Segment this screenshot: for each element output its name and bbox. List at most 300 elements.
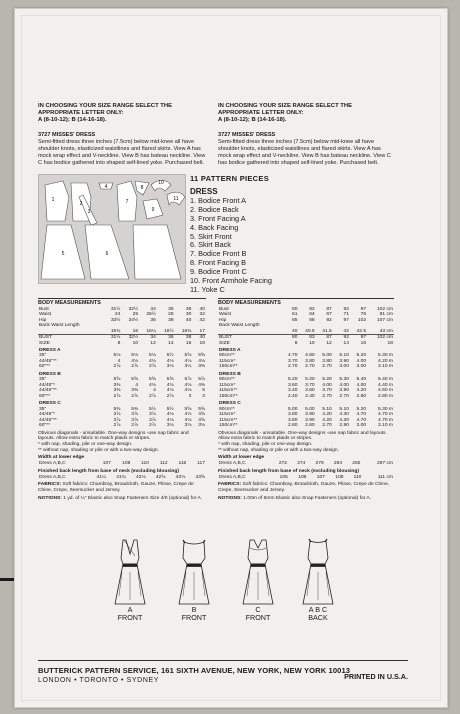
table-cell: 2.70 <box>322 423 332 429</box>
table-cell: 4⅛ <box>184 417 192 423</box>
table-row <box>38 461 206 466</box>
metric-notions <box>218 496 394 502</box>
table-cell: 102 cm <box>367 335 394 341</box>
note-diagonals: Obvious diagonals - unsuitable. One-way designs -use nap fabric and layouts. Allow extra fabric to match plaids or stripes. <box>218 430 387 442</box>
metric-length-table <box>218 475 394 480</box>
table-cell: 12 <box>326 340 332 346</box>
imperial-fabrics <box>38 482 206 493</box>
table-cell: 8 <box>117 340 121 346</box>
table-cell: Waist <box>219 312 232 318</box>
table-cell: 3.80 <box>287 417 298 423</box>
notions-label: NOTIONS: <box>218 495 242 501</box>
note-with-nap: * with nap, shading, pile or one-way design. <box>38 442 133 448</box>
table-cell: 150cm** <box>219 393 238 399</box>
table-cell: 14 <box>343 340 349 346</box>
table-cell: 108 <box>335 474 344 480</box>
table-cell: 34 <box>150 306 156 312</box>
table-row <box>38 475 206 480</box>
table-cell: 4.20 m <box>378 358 393 364</box>
table-cell: 4.60 m <box>378 388 393 394</box>
view-caption: FRONT <box>245 612 271 622</box>
table-cell: 2⅞ <box>149 393 156 399</box>
table-cell: DRESS B <box>219 371 241 377</box>
table-cell: 3⅞ <box>149 412 156 418</box>
table-cell: 274 <box>297 461 306 467</box>
table-cell: 40 <box>185 317 192 323</box>
table-cell: 3.90 <box>339 358 349 364</box>
metric-fabric-notes <box>218 431 394 454</box>
table-cell: 71 <box>343 312 349 318</box>
imperial-yardage-chart <box>38 298 206 501</box>
table-cell: 5⅞ <box>184 377 192 383</box>
piece-number-7: 7 <box>125 199 129 205</box>
size-heading-ranges: A (8-10-12); B (14-16-18). <box>38 117 107 124</box>
table-cell: DRESS B <box>39 371 61 377</box>
table-cell: 36 <box>157 335 175 341</box>
table-cell: 5⅝ <box>149 377 156 383</box>
table-cell <box>121 399 139 406</box>
table-cell: Bust <box>219 306 229 312</box>
yardage-row <box>218 423 394 428</box>
piece-number-5: 5 <box>61 251 65 257</box>
table-cell: 5½ <box>166 353 174 359</box>
piece-item: 2. Bodice Back <box>190 204 239 214</box>
table-cell: 150cm** <box>219 364 238 370</box>
table-cell: 5⅝ <box>184 406 192 412</box>
table-cell: 16½ <box>164 328 174 334</box>
table-cell: 4.70 m <box>378 412 393 418</box>
table-cell: 2⅞ <box>113 423 121 429</box>
table-cell: 16¾ <box>181 328 192 334</box>
edge-mark <box>0 578 14 581</box>
table-cell <box>281 399 298 406</box>
table-cell: Dress A,B,C <box>219 461 246 467</box>
table-cell: 115cm** <box>219 388 238 394</box>
table-cell: 36 <box>168 306 174 312</box>
imperial-width-table <box>38 461 206 466</box>
table-cell: 40 <box>199 306 205 312</box>
piece-number-3: 3 <box>87 209 91 215</box>
table-cell: 3.80 <box>287 412 298 418</box>
table-cell: 16 <box>132 328 139 334</box>
table-cell: 14 <box>168 340 174 346</box>
metric-width-title: Width at lower edge <box>218 455 265 461</box>
table-cell: 4⅝ <box>198 412 205 418</box>
table-cell: 5.30 <box>339 377 349 383</box>
table-cell: 4.00 <box>339 382 349 388</box>
table-cell: Dress A,B,C <box>39 474 66 480</box>
table-cell: 12 <box>150 340 156 346</box>
table-cell: Hip <box>219 317 227 323</box>
table-cell: 105 <box>279 474 288 480</box>
table-cell: 5.30 m <box>378 353 393 359</box>
table-cell: 2.80 m <box>378 393 393 399</box>
table-cell: 5⅝ <box>131 377 139 383</box>
table-cell: 115cm* <box>219 358 236 364</box>
table-cell: 117 <box>197 461 205 467</box>
table-cell: 41¼ <box>96 474 106 480</box>
note-without-nap: ** without nap, shading or pile or with a two-way design. <box>38 447 159 453</box>
piece-item: 5. Skirt Front <box>190 231 232 241</box>
table-cell: 16 <box>360 340 367 346</box>
table-cell: 102 cm <box>376 306 393 312</box>
style-name: 3727 MISSES' DRESS <box>38 131 96 138</box>
table-cell: 44/45"* <box>39 412 55 418</box>
size-instructions-imperial <box>38 103 206 167</box>
table-cell: 4⅛ <box>149 358 156 364</box>
table-cell: 3.60 <box>287 382 298 388</box>
table-cell: 4⅛ <box>184 382 192 388</box>
table-cell: 4.70 <box>356 417 367 423</box>
table-cell: 17 <box>199 328 205 334</box>
table-cell: 83 <box>309 306 315 312</box>
table-cell: 2.40 <box>287 393 298 399</box>
piece-item: 11. Yoke C <box>190 284 225 294</box>
publisher-address: BUTTERICK PATTERN SERVICE, 161 SIXTH AVENUE, NEW YORK, NEW YORK 10013 <box>38 666 351 675</box>
table-cell: 41¾ <box>116 474 126 480</box>
piece-bodice-front-a <box>45 181 69 221</box>
table-cell: 2.70 <box>322 364 332 370</box>
table-cell: 5.40 m <box>378 377 393 383</box>
pattern-pieces-illustration <box>38 174 186 284</box>
imperial-length-table <box>38 475 206 480</box>
table-cell: 3⅜ <box>113 382 121 388</box>
metric-width-table <box>218 461 394 466</box>
table-cell: 4.00 <box>322 382 332 388</box>
pieces-items <box>190 197 390 295</box>
table-cell: 3.70 <box>305 382 315 388</box>
table-cell: DRESS C <box>39 401 61 407</box>
table-cell: 5.10 <box>322 406 332 412</box>
table-cell: 43⅝ <box>195 474 205 480</box>
table-cell: 4⅛ <box>166 382 174 388</box>
dress-abc-back-sketch <box>301 538 335 606</box>
table-cell: 107 <box>102 461 111 467</box>
table-cell: 60"** <box>39 364 50 370</box>
table-cell: 10 <box>132 340 139 346</box>
table-cell <box>139 399 157 406</box>
fabrics-label: FABRICS: <box>38 482 62 488</box>
printed-in: PRINTED IN U.S.A. <box>344 672 408 681</box>
view-sketches <box>110 538 340 628</box>
pattern-pieces-count: 11 PATTERN PIECES <box>190 174 270 183</box>
table-cell: 4 <box>117 358 121 364</box>
table-cell: 150cm** <box>219 423 238 429</box>
piece-number-6: 6 <box>105 251 109 257</box>
table-cell: 32½ <box>121 335 139 341</box>
view-abc-back <box>298 538 338 628</box>
piece-item: 3. Front Facing A <box>190 213 246 223</box>
table-cell: 90cm** <box>219 406 235 412</box>
table-cell: 92 <box>333 335 350 341</box>
table-cell: 24 <box>114 312 121 318</box>
table-cell: 4⅛ <box>131 358 139 364</box>
table-cell: 112 <box>159 461 168 467</box>
table-cell: 4⅛ <box>184 412 192 418</box>
view-b-front <box>174 538 214 628</box>
publisher-cities: LONDON • TORONTO • SYDNEY <box>38 677 160 684</box>
notions-text: 1 yd. of ¼" Elastic also Snap Fasteners Size 4/0 (optional) for A. <box>63 495 203 501</box>
table-cell: 111 cm <box>377 474 393 480</box>
table-cell: 2.70 <box>322 393 332 399</box>
pattern-pieces-list <box>190 174 390 295</box>
table-cell: 5.20 <box>356 353 367 359</box>
table-cell: 42⅝ <box>155 474 166 480</box>
table-cell: 88 <box>309 317 315 323</box>
table-cell: 4⅛ <box>184 388 192 394</box>
view-caption: BACK <box>308 612 328 622</box>
table-cell: 34 <box>139 335 157 341</box>
size-heading-title: IN CHOOSING YOUR SIZE RANGE SELECT THE APPROPRIATE LETTER ONLY: <box>218 103 353 117</box>
view-a-front <box>110 538 150 628</box>
table-cell: 4.40 m <box>378 382 393 388</box>
table-cell: 97 <box>350 335 367 341</box>
piece-number-2: 2 <box>79 201 83 207</box>
table-cell: 5.20 <box>287 377 298 383</box>
table-cell: 115 <box>178 461 187 467</box>
table-cell: 4.80 <box>305 353 315 359</box>
table-cell: 2.70 <box>305 364 315 370</box>
table-cell: 5⅞ <box>198 377 205 383</box>
table-cell: 4 <box>153 388 156 394</box>
table-cell: DRESS A <box>219 347 241 353</box>
table-cell: 3 <box>202 393 205 399</box>
table-cell: 115cm** <box>219 417 238 423</box>
table-cell: 92 <box>326 317 332 323</box>
table-cell: 3⅞ <box>113 412 121 418</box>
table-cell: 4.00 <box>356 358 367 364</box>
table-cell: 32 <box>199 312 205 318</box>
table-cell: 2⅞ <box>166 393 174 399</box>
piece-skirt-extra <box>133 225 181 279</box>
table-cell: 42.5 <box>356 328 367 334</box>
table-cell: 279 <box>315 461 324 467</box>
section-header-row <box>218 399 394 406</box>
table-cell: 4⅛ <box>166 417 174 423</box>
table-cell: 5.40 <box>356 377 367 383</box>
table-cell: 40 <box>192 335 206 341</box>
view-caption: FRONT <box>181 612 207 622</box>
table-cell: 41.5 <box>322 328 332 334</box>
table-cell: 16¼ <box>146 328 156 334</box>
table-cell: 292 <box>352 461 361 467</box>
table-cell: 92 <box>343 306 349 312</box>
section-header-row <box>38 399 206 406</box>
table-cell: 102 <box>357 317 367 323</box>
table-cell: 5⅜ <box>131 406 139 412</box>
table-cell: 18 <box>387 340 393 346</box>
metric-length-title: Finished back length from base of neck (excluding blousing) <box>218 468 360 474</box>
table-cell <box>367 399 394 406</box>
table-cell: 297 cm <box>376 461 393 467</box>
table-cell: 4⅛ <box>149 382 156 388</box>
table-cell: 35" <box>39 406 47 412</box>
table-cell: 107 cm <box>376 317 393 323</box>
note-with-nap: * with nap, shading, pile or one-way design. <box>218 442 313 448</box>
table-cell: 2⅞ <box>131 393 139 399</box>
table-cell: 3.00 <box>339 364 349 370</box>
table-cell: 81 cm <box>379 312 393 318</box>
table-cell: 3⅛ <box>166 423 174 429</box>
table-cell: 76 <box>360 312 367 318</box>
table-cell: 2.40 <box>305 393 315 399</box>
view-letter: C <box>255 605 261 614</box>
table-cell: 5⅝ <box>166 377 174 383</box>
table-cell: 3 <box>188 393 192 399</box>
publisher-footer <box>38 660 408 684</box>
yardage-row <box>38 423 206 428</box>
piece-number-4: 4 <box>104 184 108 190</box>
table-cell: 25 <box>132 312 139 318</box>
table-cell: 43⅛ <box>175 474 186 480</box>
table-cell <box>350 399 367 406</box>
table-cell: 38 <box>175 335 193 341</box>
table-cell: 3.90 <box>305 412 315 418</box>
table-cell: 2.70 <box>339 393 349 399</box>
table-cell <box>316 399 333 406</box>
view-caption: FRONT <box>117 612 143 622</box>
table-cell: 5 <box>202 388 205 394</box>
table-cell: 87 <box>326 306 332 312</box>
table-cell: 3¼ <box>184 364 192 370</box>
notions-label: NOTIONS: <box>38 495 62 501</box>
table-cell: 4.70 <box>356 412 367 418</box>
table-cell: SIZE <box>39 340 50 346</box>
table-cell: 80 <box>292 306 298 312</box>
table-cell: 115cm* <box>219 382 236 388</box>
table-cell: DRESS C <box>219 401 241 407</box>
piece-item: 4. Back Facing <box>190 222 239 232</box>
table-cell: 5.00 <box>305 406 315 412</box>
view-letter: A B C <box>308 605 328 614</box>
table-cell: 36 <box>150 317 156 323</box>
table-cell: 28 <box>168 312 174 318</box>
pieces-section-label: DRESS <box>190 187 218 196</box>
table-cell: 2.70 <box>287 364 298 370</box>
table-cell: 3.70 <box>287 358 298 364</box>
size-heading-ranges: A (8-10-12); B (14-16-18). <box>218 117 287 124</box>
table-cell: 5⅛ <box>131 353 139 359</box>
table-cell: 38 <box>185 306 192 312</box>
table-cell: Bust <box>39 306 49 312</box>
imperial-yardage-table <box>38 307 206 429</box>
table-cell: BUST <box>38 335 104 341</box>
table-cell: 3.80 <box>305 358 315 364</box>
table-cell: 2⅞ <box>149 364 156 370</box>
table-cell: 4⅛ <box>184 358 192 364</box>
section-header-row <box>38 346 206 353</box>
table-cell: 3⅜ <box>198 364 205 370</box>
table-cell: 15¾ <box>110 328 121 334</box>
table-cell: 80 <box>281 335 298 341</box>
piece-number-11: 11 <box>173 196 179 202</box>
table-cell: 35" <box>39 353 47 359</box>
table-cell: 3.90 <box>305 417 315 423</box>
table-cell: 83 <box>299 335 316 341</box>
table-cell: 18 <box>199 340 205 346</box>
table-cell: DRESS A <box>39 347 61 353</box>
table-cell: 3.80 <box>322 358 332 364</box>
fabrics-label: FABRICS: <box>218 482 242 488</box>
imperial-length-title: Finished back length from base of neck (excluding blousing) <box>38 468 180 474</box>
table-cell: 2⅞ <box>131 364 139 370</box>
table-cell: 3.00 <box>356 364 367 370</box>
metric-fabrics <box>218 482 394 493</box>
table-cell: 42⅛ <box>136 474 146 480</box>
table-cell: 2.60 <box>287 423 298 429</box>
fabrics-text: Soft fabrics: Chambray, Broadcloth, Gauze, Plisse, Crepe de Chine, Crepe, Seersucker and Jersey. <box>38 482 194 493</box>
table-cell: BUST <box>218 335 281 341</box>
piece-item: 10. Front Armhole Facing <box>190 276 272 286</box>
table-cell: 26½ <box>146 312 156 318</box>
table-cell: Waist <box>39 312 52 318</box>
table-cell: 4 <box>135 382 139 388</box>
table-cell: 4.70 m <box>378 417 393 423</box>
piece-item: 9. Bodice Front C <box>190 267 247 277</box>
table-cell <box>175 399 193 406</box>
metric-yardage-chart <box>218 298 394 501</box>
table-cell: 2.80 <box>356 393 367 399</box>
table-cell <box>104 399 122 406</box>
table-cell: 110 <box>353 474 362 480</box>
piece-item: 8. Front Facing B <box>190 258 246 268</box>
table-cell: 5.00 <box>287 406 298 412</box>
table-cell: 5.20 <box>356 406 367 412</box>
piece-number-10: 10 <box>158 180 164 186</box>
table-cell: Dress A,B,C <box>219 474 246 480</box>
imperial-fabric-notes <box>38 431 206 454</box>
table-cell: 4.20 <box>356 388 367 394</box>
table-cell: 5⅛ <box>149 353 156 359</box>
table-cell: 5½ <box>166 406 174 412</box>
table-cell: 115cm* <box>219 412 236 418</box>
table-cell: 2⅞ <box>113 364 121 370</box>
dress-c-front-sketch <box>241 538 275 606</box>
table-cell: 30 <box>185 312 192 318</box>
note-diagonals: Obvious diagonals - unsuitable. One-way designs -use nap fabric and layouts. Allow extra fabric to match plaids or stripes. <box>38 430 189 442</box>
footer-divider <box>38 660 408 661</box>
table-cell: 284 <box>333 461 343 467</box>
table-cell: 67 <box>326 312 332 318</box>
table-cell: 87 <box>316 335 333 341</box>
table-cell: 3⅛ <box>166 364 174 370</box>
table-cell: 90cm** <box>219 377 235 383</box>
fabrics-text: Soft fabrics: Chambray, Broadcloth, Gauze, Plisse, Crepe de Chine, Crepe, Seersucker and Jersey. <box>218 482 390 493</box>
table-cell: 5⅝ <box>184 353 192 359</box>
piece-item: 6. Skirt Back <box>190 240 231 250</box>
table-row <box>218 475 394 480</box>
table-cell: 44/45"** <box>39 358 57 364</box>
table-cell: 8 <box>294 340 298 346</box>
table-cell: 4.20 <box>322 412 332 418</box>
dress-b-front-sketch <box>177 538 211 606</box>
table-cell: 4⅛ <box>198 358 205 364</box>
table-cell: 85 <box>292 317 298 323</box>
table-cell: 3⅞ <box>113 417 121 423</box>
piece-number-8: 8 <box>140 185 144 191</box>
table-cell: 60"** <box>39 393 50 399</box>
style-description: Semi-fitted dress three inches (7.5cm) below mid-knee all have shoulder knots, elasticized waistlines and flared skirts. View A has mock wrap effect and V-neckline. View B has bateau neckline. View C has bodice gathered into shaped self-lined yoke. Purchased belt. <box>38 139 206 166</box>
table-cell: 3⅛ <box>198 423 205 429</box>
table-cell: 5.30 m <box>378 406 393 412</box>
imperial-width-title: Width at lower edge <box>38 455 85 461</box>
table-cell: 4.30 <box>339 412 349 418</box>
table-cell: 2⅞ <box>149 423 156 429</box>
table-cell: 5.20 <box>305 377 315 383</box>
table-cell: 40 <box>292 328 298 334</box>
table-cell: 3⅛ <box>184 423 192 429</box>
table-cell: 4.00 <box>356 382 367 388</box>
